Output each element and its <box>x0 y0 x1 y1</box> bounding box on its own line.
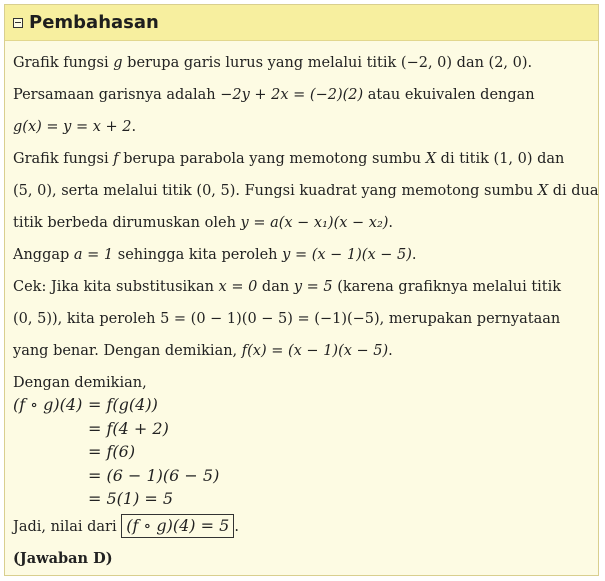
text-line: Grafik fungsi f berupa parabola yang memotong sumbu X di titik (1, 0) dan <box>13 151 565 167</box>
equation-row: = f(4 + 2) <box>88 418 169 438</box>
text-line: Anggap a = 1 sehingga kita peroleh y = (x − 1)(x − 5). <box>13 247 417 263</box>
equation-row: = (6 − 1)(6 − 5) <box>88 465 220 485</box>
answer-label: (Jawaban D) <box>13 549 113 567</box>
solution-content <box>5 41 598 575</box>
text-line: titik berbeda dirumuskan oleh y = a(x − x₁)(x − x₂). <box>13 215 394 231</box>
text-line: Persamaan garisnya adalah −2y + 2x = (−2)(2) atau ekuivalen dengan <box>13 87 535 103</box>
text-line: Dengan demikian, <box>13 375 147 391</box>
text-line: g(x) = y = x + 2. <box>13 119 137 135</box>
text-line: yang benar. Dengan demikian, f(x) = (x − 1)(x − 5). <box>13 343 393 359</box>
panel-header[interactable] <box>5 5 598 41</box>
equation-row: = f(6) <box>88 442 136 461</box>
collapse-icon[interactable] <box>13 18 23 28</box>
text-line: Cek: Jika kita substitusikan x = 0 dan y = 5 (karena grafiknya melalui titik <box>13 279 562 295</box>
text-line: (5, 0), serta melalui titik (0, 5). Fungsi kuadrat yang memotong sumbu X di dua <box>13 183 599 199</box>
equation-block <box>13 393 598 511</box>
boxed-result: (f ∘ g)(4) = 5 <box>121 514 234 538</box>
panel-title: Pembahasan <box>29 12 159 33</box>
text-line: Grafik fungsi g berupa garis lurus yang melalui titik (−2, 0) dan (2, 0). <box>13 55 533 71</box>
text-line: (0, 5)), kita peroleh 5 = (0 − 1)(0 − 5) = (−1)(−5), merupakan pernyataan <box>13 311 561 327</box>
conclusion-line: Jadi, nilai dari (f ∘ g)(4) = 5 . <box>13 511 598 543</box>
solution-panel <box>4 4 599 576</box>
equation-row: = 5(1) = 5 <box>88 489 174 508</box>
equation-row: (f ∘ g)(4) = f(g(4)) <box>13 395 158 414</box>
